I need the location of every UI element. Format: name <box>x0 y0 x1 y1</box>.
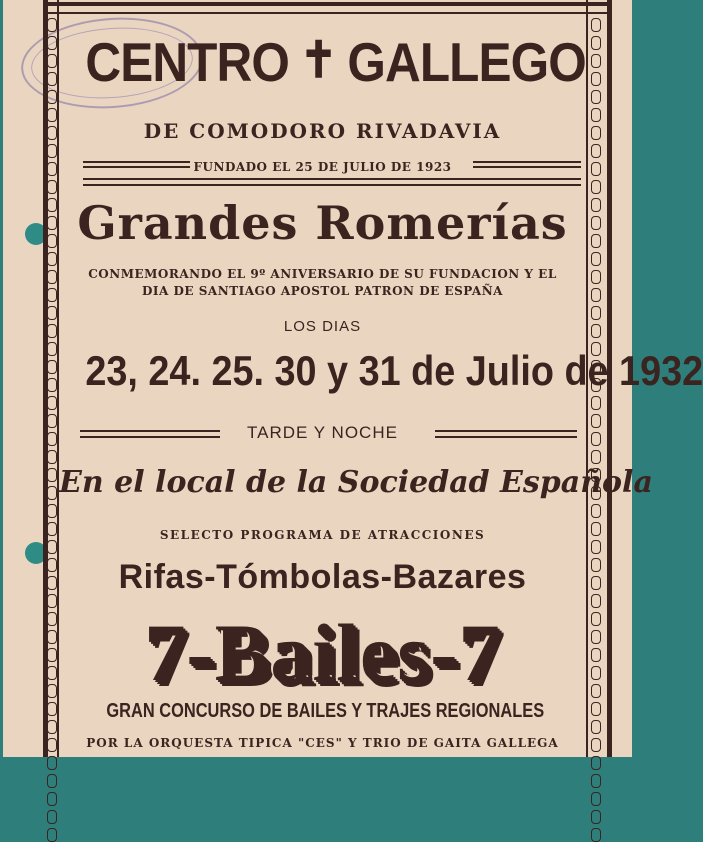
chain-link <box>591 432 601 446</box>
chain-link <box>591 270 601 284</box>
chain-link <box>591 216 601 230</box>
chain-link <box>47 450 57 464</box>
chain-link <box>47 720 57 734</box>
poster <box>3 0 703 757</box>
chain-link <box>47 666 57 680</box>
chain-link <box>591 108 601 122</box>
chain-link <box>591 648 601 662</box>
chain-link <box>47 252 57 266</box>
chain-link <box>591 144 601 158</box>
chain-link <box>47 702 57 716</box>
chain-link <box>591 72 601 86</box>
chain-link <box>47 288 57 302</box>
commemoration-line-1: CONMEMORANDO EL 9º ANIVERSARIO DE SU FUNDACION Y EL <box>88 267 557 281</box>
chain-link <box>47 486 57 500</box>
chain-link <box>47 576 57 590</box>
chain-link <box>47 738 57 752</box>
chain-link <box>591 558 601 572</box>
program-line: SELECTO PROGRAMA DE ATRACCIONES <box>159 528 486 542</box>
chain-link <box>591 126 601 140</box>
chain-link <box>47 558 57 572</box>
chain-link <box>47 684 57 698</box>
chain-link <box>47 360 57 374</box>
chain-link <box>47 414 57 428</box>
bailes-headline: 7-Bailes-7 <box>144 607 501 698</box>
chain-link <box>591 450 601 464</box>
divider <box>83 184 581 186</box>
chain-link <box>47 810 57 824</box>
chain-link <box>591 774 601 788</box>
chain-link <box>47 594 57 608</box>
chain-link <box>591 576 601 590</box>
chain-link <box>47 756 57 770</box>
chain-link <box>591 288 601 302</box>
chain-link <box>47 36 57 50</box>
title-right: GALLEGO <box>347 31 586 93</box>
ornament-chain-right <box>591 18 601 842</box>
chain-link <box>47 90 57 104</box>
venue-line: En el local de la Sociedad Española <box>59 465 653 500</box>
los-dias-label: LOS DIAS <box>283 318 362 335</box>
chain-link <box>591 36 601 50</box>
chain-link <box>591 414 601 428</box>
chain-link <box>47 504 57 518</box>
chain-link <box>591 324 601 338</box>
chain-link <box>47 522 57 536</box>
chain-link <box>591 612 601 626</box>
chain-link <box>591 828 601 842</box>
chain-link <box>591 306 601 320</box>
chain-link <box>591 252 601 266</box>
chain-link <box>591 180 601 194</box>
chain-link <box>47 324 57 338</box>
chain-link <box>47 378 57 392</box>
chain-link <box>47 396 57 410</box>
chain-link <box>591 522 601 536</box>
attractions-line: Rifas-Tómbolas-Bazares <box>118 558 527 596</box>
chain-link <box>47 72 57 86</box>
chain-link <box>47 468 57 482</box>
commemoration-line-2: DIA DE SANTIAGO APOSTOL PATRON DE ESPAÑA <box>142 284 503 298</box>
chain-link <box>47 126 57 140</box>
frame-top-border <box>43 2 612 14</box>
contest-line: GRAN CONCURSO DE BAILES Y TRAJES REGIONALES <box>106 700 545 722</box>
cross-icon: ✝ <box>299 32 337 88</box>
chain-link <box>591 810 601 824</box>
chain-link <box>47 432 57 446</box>
chain-link <box>47 630 57 644</box>
chain-link <box>47 234 57 248</box>
orchestra-line: POR LA ORQUESTA TIPICA "CES" Y TRIO DE GAITA GALLEGA <box>86 736 559 750</box>
chain-link <box>591 756 601 770</box>
tarde-y-noche: TARDE Y NOCHE <box>247 423 398 442</box>
chain-link <box>591 720 601 734</box>
chain-link <box>47 144 57 158</box>
chain-link <box>591 540 601 554</box>
chain-link <box>591 162 601 176</box>
chain-link <box>591 504 601 518</box>
divider <box>83 178 581 180</box>
chain-link <box>47 180 57 194</box>
event-dates: 23, 24. 25. 30 y 31 de Julio de 1932 <box>85 347 703 394</box>
chain-link <box>591 90 601 104</box>
chain-link <box>591 792 601 806</box>
chain-link <box>591 666 601 680</box>
chain-link <box>47 306 57 320</box>
ornament-chain-left <box>47 18 57 842</box>
commemoration-text <box>59 266 586 300</box>
chain-link <box>47 18 57 32</box>
chain-link <box>47 648 57 662</box>
event-name: Grandes Romerías <box>77 196 568 250</box>
chain-link <box>591 684 601 698</box>
chain-link <box>47 54 57 68</box>
chain-link <box>47 612 57 626</box>
chain-link <box>47 162 57 176</box>
chain-link <box>47 108 57 122</box>
page-title <box>85 30 586 94</box>
chain-link <box>47 216 57 230</box>
chain-link <box>591 234 601 248</box>
chain-link <box>591 702 601 716</box>
chain-link <box>47 270 57 284</box>
chain-link <box>47 342 57 356</box>
chain-link <box>47 198 57 212</box>
subtitle: DE COMODORO RIVADAVIA <box>143 119 502 143</box>
chain-link <box>47 828 57 842</box>
chain-link <box>591 738 601 752</box>
chain-link <box>591 198 601 212</box>
chain-link <box>47 540 57 554</box>
chain-link <box>591 396 601 410</box>
founded-date: FUNDADO EL 25 DE JULIO DE 1923 <box>193 160 452 174</box>
chain-link <box>47 774 57 788</box>
chain-link <box>47 792 57 806</box>
title-left: CENTRO <box>85 31 289 93</box>
chain-link <box>591 18 601 32</box>
chain-link <box>591 630 601 644</box>
chain-link <box>591 54 601 68</box>
chain-link <box>591 594 601 608</box>
